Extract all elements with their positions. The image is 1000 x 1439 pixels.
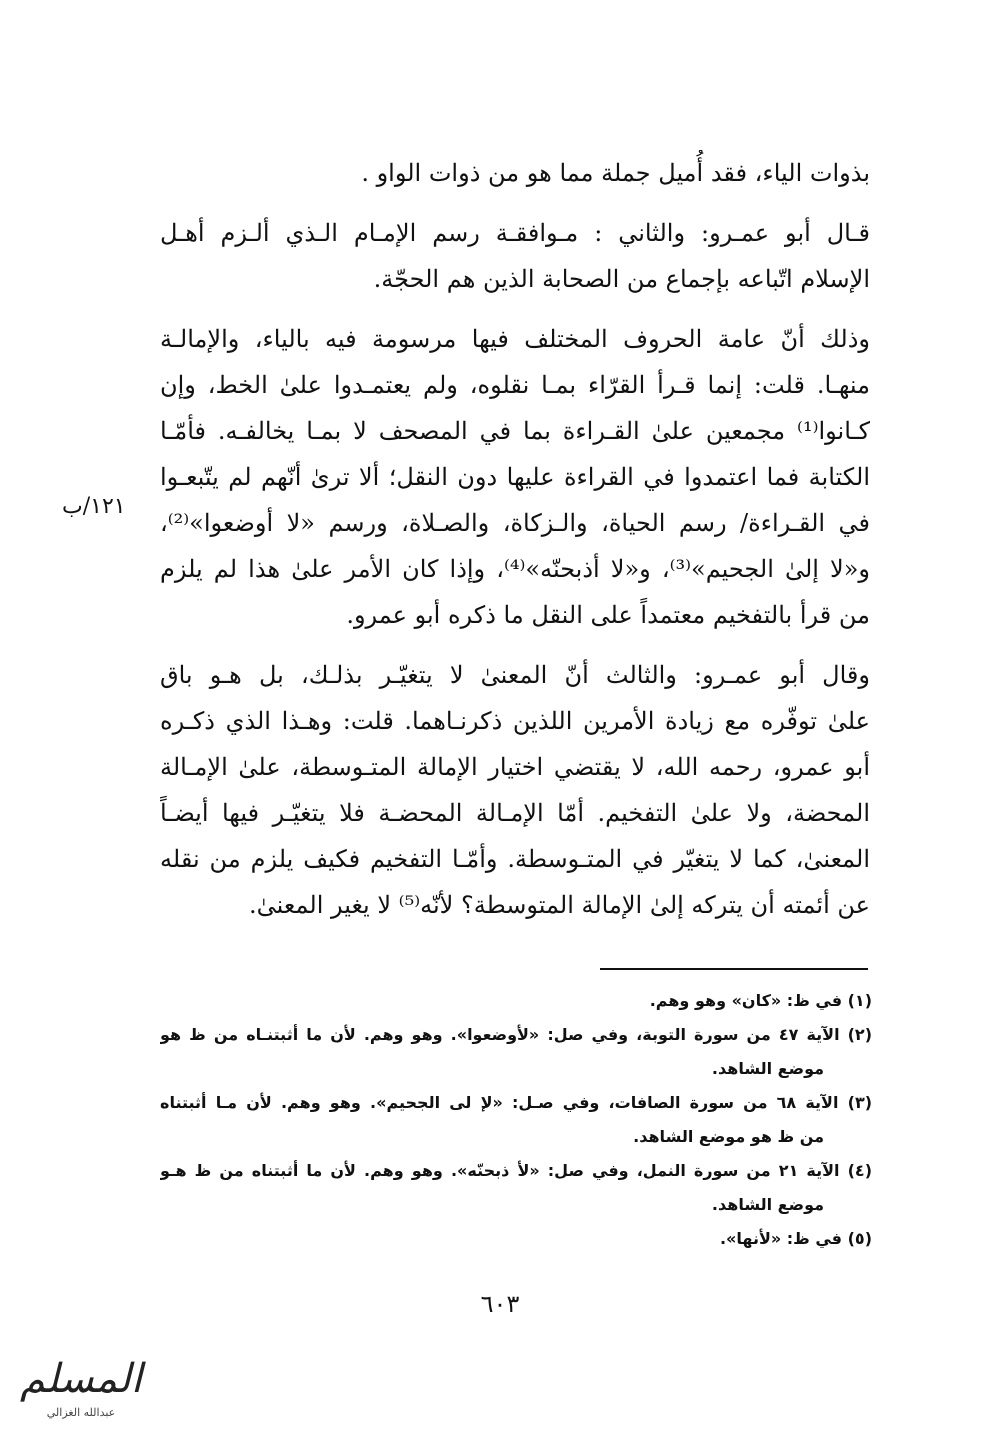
footnote-line: (١) في ظ: «كان» وهو وهم. [649,991,872,1010]
text-line: منهـا. قلت: إنما قـرأ القرّاء بمـا نقلوه، ولم يعتمـدوا علىٰ الخط، وإن [160,371,870,399]
footnote-line: موضع الشاهد. [711,1195,824,1214]
text-line: و«لا إلىٰ الجحيم»⁽³⁾، و«لا أذبحنّه»⁽⁴⁾، وإذا كان الأمر علىٰ هذا لم يلزم [160,555,870,583]
text-line: المحضة، ولا علىٰ التفخيم. أمّا الإمـالة المحضـة فلا يتغيّـر فيها أيضـاً [160,799,870,827]
text-line: الإسلام اتّباعه بإجماع من الصحابة الذين هم الحجّة. [373,265,870,293]
paragraph-3 [160,316,870,638]
footnote-line: موضع الشاهد. [711,1059,824,1078]
text-line: كـانوا⁽¹⁾ مجمعين علىٰ القـراءة بما في المصحف لا بمـا يخالفـه. فأمّـا [160,417,870,445]
text-line: وذلك أنّ عامة الحروف المختلف فيها مرسومة فيه بالياء، والإمالـة [160,325,870,353]
footnote-1 [160,984,872,1018]
footnote-5 [160,1222,872,1256]
publisher-logo [6,1346,156,1434]
text-line: الكتابة فما اعتمدوا في القراءة عليها دون النقل؛ ألا ترىٰ أنّهم لم يتّبعـوا [160,463,870,491]
footnote-line: من ظ هو موضع الشاهد. [633,1127,824,1146]
paragraph-1 [160,150,870,196]
main-text [160,150,870,928]
logo-subtitle: عبدالله الغزالي [46,1406,116,1419]
footnote-4 [160,1154,872,1222]
footnote-line: (٢) الآية ٤٧ من سورة التوبة، وفي صل: «لأوضعوا». وهو وهم. لأن ما أثبتنـاه من ظ هو [160,1025,872,1044]
footnote-line: (٣) الآية ٦٨ من سورة الصافات، وفي صـل: «لإ لى الجحيم». وهو وهم. لأن مـا أثبتناه [160,1093,872,1112]
footnote-3 [160,1086,872,1154]
text-line: عن أئمته أن يتركه إلىٰ الإمالة المتوسطة؟ لأنّه⁽⁵⁾ لا يغير المعنىٰ. [249,891,870,919]
text-line: بذوات الياء، فقد أُميل جملة مما هو من ذوات الواو . [361,159,870,187]
text-line: أبو عمرو، رحمه الله، لا يقتضي اختيار الإمالة المتـوسطة، علىٰ الإمـالة [160,753,870,781]
text-line: وقال أبو عمـرو: والثالث أنّ المعنىٰ لا يتغيّـر بذلـك، بل هـو باق [160,661,870,689]
footnote-line: (٤) الآية ٢١ من سورة النمل، وفي صل: «لأ ذبحنّه». وهو وهم. لأن ما أثبتناه من ظ هـو [160,1161,872,1180]
text-line: من قرأ بالتفخيم معتمداً على النقل ما ذكره أبو عمرو. [346,601,870,629]
footnote-line: (٥) في ظ: «لأنها». [719,1229,872,1248]
paragraph-4 [160,652,870,928]
logo-title: المسلم [20,1356,142,1402]
text-line: في القـراءة/ رسم الحياة، والـزكاة، والصـلاة، ورسم «لا أوضعوا»⁽²⁾، [160,509,870,537]
footnote-2 [160,1018,872,1086]
footnotes [160,984,872,1256]
text-line: المعنىٰ، كما لا يتغيّر في المتـوسطة. وأمّـا التفخيم فكيف يلزم من نقله [160,845,870,873]
paragraph-2 [160,210,870,302]
text-line: قـال أبو عمـرو: والثاني : مـوافقـة رسم الإمـام الـذي ألـزم أهـل [160,219,870,247]
manuscript-folio-note: ١٢١/ب [62,494,126,519]
text-line: علىٰ توفّره مع زيادة الأمرين اللذين ذكرنـاهما. قلت: وهـذا الذي ذكـره [160,707,870,735]
page-number: ٦٠٣ [480,1290,520,1318]
footnote-divider [600,968,868,970]
